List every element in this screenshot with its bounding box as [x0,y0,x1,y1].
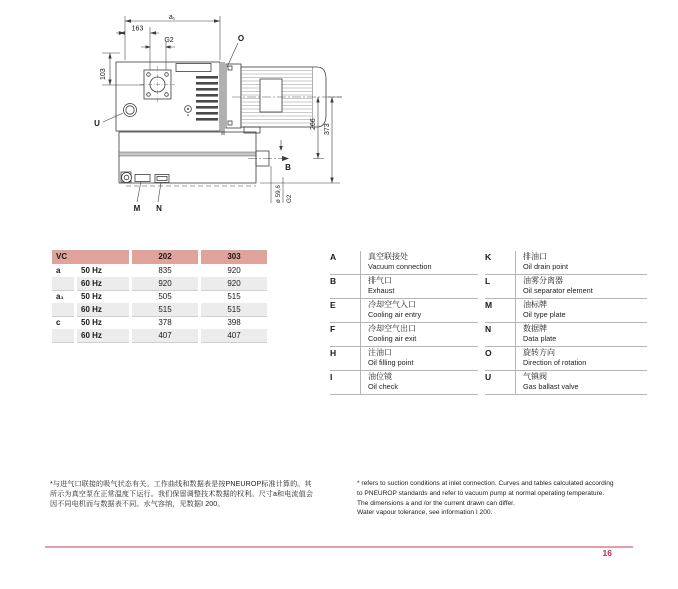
legend-zh: 排气口 [368,276,392,285]
oil-type-plate-label: M [133,204,141,213]
table-header-model: VC [52,250,129,264]
legend-entry-k [485,251,647,275]
freq-cell: 60 Hz [77,329,129,343]
legend-zh: 注油口 [368,348,392,357]
legend-key: U [485,372,492,382]
legend-key: N [485,324,492,334]
pump-dimensional-drawing [78,8,350,220]
footnote-en-line: to PNEUROP standards and refer to vacuum pump at normal operating temperature. [357,489,605,497]
emblem [185,106,192,116]
legend-entry-l [485,275,647,299]
footnote-en-line: * refers to suction conditions at inlet connection. Curves and tables calculated according [357,480,614,487]
thread-g2-exhaust-label: G2 [286,194,293,203]
terminal-box [260,79,282,112]
legend-entry-e [330,299,478,323]
oil-reservoir [119,132,256,186]
legend-en: Oil check [368,382,399,391]
legend-zh: 真空联接处 [368,252,408,261]
legend-entry-f [330,323,478,347]
dimension-103 [108,53,111,85]
legend-zh: 气镇阀 [523,372,547,381]
legend-zh: 数据牌 [523,324,547,333]
footnote-en-line: Water vapour tolerance, see information I 200. [357,509,493,517]
legend-entry-o [485,347,647,371]
legend-en: Gas ballast valve [523,382,579,391]
footnote-zh-line: *与进气口联接的吸气状态有关。工作曲线和数据表是按PNEUROP标准计算的。其 [50,480,312,488]
value-303: 398 [201,316,267,330]
legend-entry-b [330,275,478,299]
value-202: 835 [132,264,198,278]
gas-ballast-label: U [94,119,100,128]
exhaust-label: B [285,163,291,172]
legend-key: H [330,348,337,358]
dim-cell: a [52,264,74,278]
legend-key: F [330,324,336,334]
dim-373-label: 373 [324,123,331,135]
rotation-direction-label: O [237,34,245,43]
legend-key: B [330,276,337,286]
legend-zh: 油雾分离器 [523,276,563,285]
table-header-303: 303 [201,250,267,264]
footnote-en-line: The dimensions a and /or the current drawn can differ. [357,499,515,507]
table-row [52,329,270,342]
data-plate [155,175,169,203]
dim-cell: c [52,316,74,330]
legend-entry-u [485,371,647,395]
freq-cell: 60 Hz [77,303,129,317]
footnote-chinese [50,479,313,509]
footnote-english [357,479,614,518]
dim-cell [52,303,74,317]
legend-key: M [485,300,493,310]
legend-entry-h [330,347,478,371]
dim-163-label: 163 [131,25,144,33]
table-header-row [52,250,270,264]
legend-en: Direction of rotation [523,358,587,367]
table-row [52,316,270,329]
value-303: 515 [201,290,267,304]
value-202: 407 [132,329,198,343]
legend-key: A [330,252,337,262]
legend-en: Cooling air exit [368,334,417,343]
legend-en: Vacuum connection [368,262,432,271]
legend-zh: 排油口 [523,252,547,261]
leader-o [227,43,238,67]
legend-en: Cooling air entry [368,310,422,319]
dimension-g2-top [141,45,175,48]
legend-entry-m [485,299,647,323]
dim-266-label: 266 [310,118,317,130]
table-header-202: 202 [132,250,198,264]
dim-a1-label: a₁ [168,13,176,21]
legend-key: I [330,372,333,382]
dim-103-label: 103 [100,68,107,80]
gas-ballast-valve [124,104,137,117]
dimension-373 [330,97,333,183]
table-row [52,303,270,316]
coupling-housing [222,62,241,135]
legend-en: Exhaust [368,286,395,295]
legend-key: O [485,348,492,358]
value-202: 505 [132,290,198,304]
legend-zh: 油位镜 [368,372,392,381]
dim-cell: a₁ [52,290,74,304]
legend-zh: 旋转方向 [523,348,555,357]
value-303: 920 [201,277,267,291]
legend-entry-i [330,371,478,395]
value-202: 515 [132,303,198,317]
cooling-fins [196,76,218,121]
legend-zh: 油标牌 [523,300,547,309]
vacuum-connection-flange [140,66,175,103]
value-202: 920 [132,277,198,291]
table-row [52,264,270,277]
footnote-zh-line: 因不同电机而与数据表不同。水气容纳，见数据I 200。 [50,500,225,508]
thread-g2-top-label: G2 [164,37,174,44]
table-row [52,290,270,303]
legend-key: K [485,252,492,262]
dim-cell [52,329,74,343]
legend-key: L [485,276,491,286]
legend-entry-n [485,323,647,347]
legend-column-left [330,251,478,395]
value-303: 920 [201,264,267,278]
freq-cell: 50 Hz [77,290,129,304]
footer-rule [45,546,633,548]
legend-zh: 冷却空气入口 [368,300,416,309]
oil-drain [121,172,132,183]
dimensions-table [52,250,270,342]
dia-exhaust-label: ø 59,6 [275,185,282,203]
dim-cell [52,277,74,291]
exhaust-port [256,140,289,166]
legend-en: Oil drain point [523,262,569,271]
legend-en: Oil separator element [523,286,593,295]
legend-en: Oil filling point [368,358,414,367]
data-plate-label: N [156,204,162,213]
legend-zh: 冷却空气出口 [368,324,416,333]
freq-cell: 50 Hz [77,264,129,278]
leader-u [103,113,123,122]
legend-entry-a [330,251,478,275]
legend-column-right [485,251,647,395]
legend-en: Data plate [523,334,557,343]
oil-type-plate [135,175,150,203]
footnote-zh-line: 所示为真空泵在正常温度下运行。我们保留调整技术数据的权利。尺寸a和电流值会 [50,490,314,498]
value-303: 515 [201,303,267,317]
freq-cell: 60 Hz [77,277,129,291]
value-202: 378 [132,316,198,330]
legend-key: E [330,300,336,310]
legend-en: Oil type plate [523,310,566,319]
page-number: 16 [602,548,612,558]
freq-cell: 50 Hz [77,316,129,330]
value-303: 407 [201,329,267,343]
table-row [52,277,270,290]
